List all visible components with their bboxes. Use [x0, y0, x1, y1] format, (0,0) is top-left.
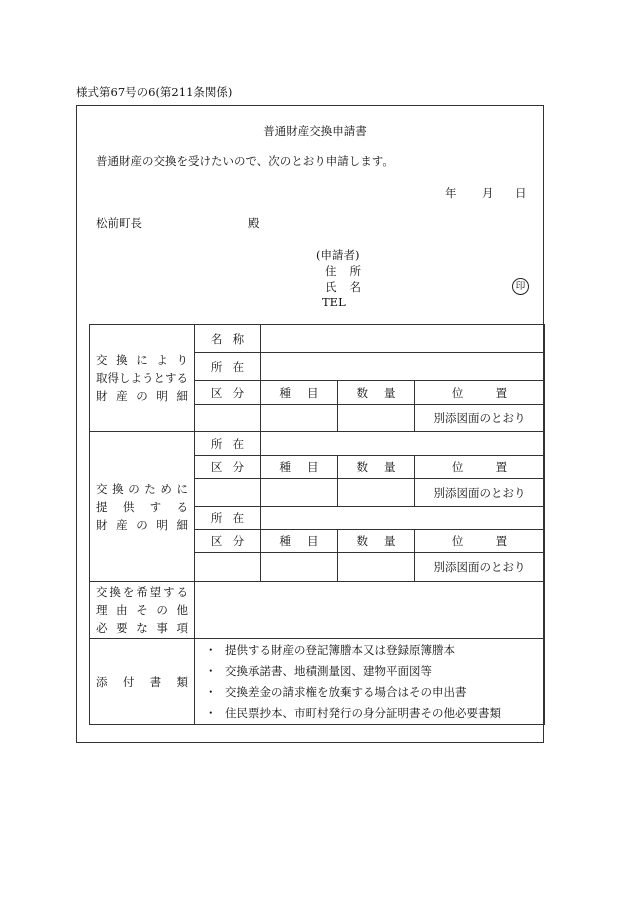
cell-location-value[interactable] [261, 432, 545, 456]
cell-location-label: 所在 [195, 432, 261, 456]
section-acquire-label: 交換により 取得しようとする 財産の明細 [90, 325, 195, 432]
cell-type-header: 種目 [261, 456, 338, 479]
section-reason-label: 交換を希望する 理由その他 必要な事項 [90, 582, 195, 639]
cell-quantity-header: 数量 [338, 456, 415, 479]
applicant-address-label: 住所 [325, 264, 361, 278]
attachment-item: ・ 交換承諾書、地積測量図、建物平面図等 [205, 663, 432, 678]
cell-category-value[interactable] [195, 479, 261, 507]
cell-type-header: 種目 [261, 381, 338, 405]
date-year: 年 [445, 186, 457, 200]
addressee: 松前町長 [96, 216, 142, 230]
cell-position-value: 別添図面のとおり [415, 479, 545, 507]
date-day: 日 [515, 186, 527, 200]
cell-category-label: 区分 [195, 530, 261, 553]
cell-position-header: 位置 [415, 381, 545, 405]
cell-category-value[interactable] [195, 553, 261, 582]
cell-quantity-value[interactable] [338, 553, 415, 582]
cell-position-header: 位置 [415, 530, 545, 553]
table-row [90, 432, 545, 456]
cell-category-value[interactable] [195, 405, 261, 432]
reason-value[interactable] [195, 582, 545, 639]
cell-quantity-value[interactable] [338, 479, 415, 507]
honorific: 殿 [248, 216, 260, 230]
applicant-heading: (申請者) [316, 248, 360, 262]
attachment-item: ・ 住民票抄本、市町村発行の身分証明書その他必要書類 [205, 705, 501, 720]
seal-mark: 印 [512, 278, 529, 295]
table-row [90, 582, 545, 639]
document-title: 普通財産交換申請書 [263, 124, 367, 138]
cell-location-label: 所在 [195, 507, 261, 530]
cell-position-value: 別添図面のとおり [415, 405, 545, 432]
cell-type-header: 種目 [261, 530, 338, 553]
table-row [90, 639, 545, 725]
cell-category-label: 区分 [195, 381, 261, 405]
cell-type-value[interactable] [261, 553, 338, 582]
section-provide-label: 交換のために 提供する 財産の明細 [90, 432, 195, 582]
cell-type-value[interactable] [261, 479, 338, 507]
applicant-tel-label: TEL [322, 295, 346, 309]
property-table [89, 324, 545, 725]
section-attachments-label: 添付書類 [90, 639, 195, 725]
cell-position-header: 位置 [415, 456, 545, 479]
intro-text: 普通財産の交換を受けたいので、次のとおり申請します。 [96, 154, 394, 168]
attachment-item: ・ 提供する財産の登記簿謄本又は登録原簿謄本 [205, 642, 455, 657]
date-month: 月 [482, 186, 494, 200]
table-row [90, 325, 545, 353]
attachments-list [195, 639, 545, 725]
cell-quantity-header: 数量 [338, 530, 415, 553]
cell-location-value[interactable] [261, 353, 545, 381]
attachment-item: ・ 交換差金の請求権を放棄する場合はその申出書 [205, 684, 467, 699]
cell-name-value[interactable] [261, 325, 545, 353]
cell-quantity-value[interactable] [338, 405, 415, 432]
cell-name-label: 名称 [195, 325, 261, 353]
cell-location-value[interactable] [261, 507, 545, 530]
applicant-name-label: 氏名 [325, 280, 361, 294]
cell-quantity-header: 数量 [338, 381, 415, 405]
cell-type-value[interactable] [261, 405, 338, 432]
form-number: 様式第67号の6(第211条関係) [76, 85, 233, 99]
cell-position-value: 別添図面のとおり [415, 553, 545, 582]
cell-location-label: 所在 [195, 353, 261, 381]
cell-category-label: 区分 [195, 456, 261, 479]
